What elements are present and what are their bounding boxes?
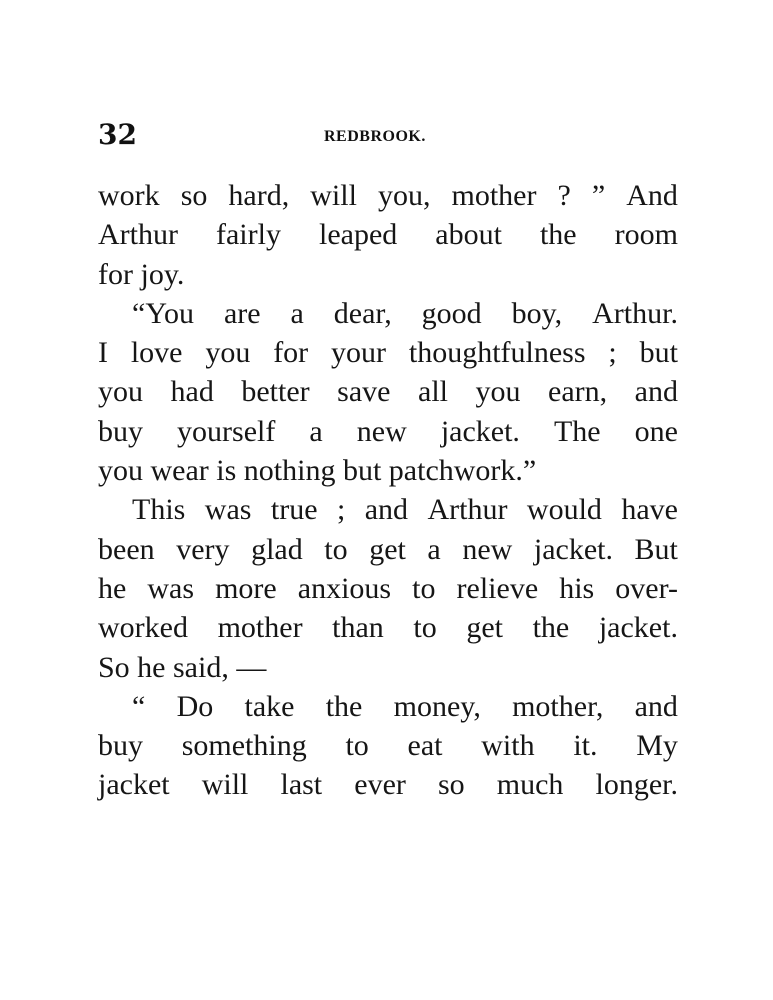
- word: “You: [132, 296, 194, 330]
- text-line: [98, 412, 678, 451]
- word: worked: [98, 611, 188, 645]
- word: anxious: [297, 571, 392, 605]
- text-line: [98, 294, 678, 333]
- word: get: [466, 611, 503, 645]
- word: will: [310, 179, 357, 212]
- word: had: [170, 375, 214, 409]
- word: good: [421, 296, 482, 330]
- word: and: [634, 375, 678, 409]
- word: one: [634, 414, 678, 448]
- word: about: [435, 218, 502, 252]
- word: get: [369, 532, 406, 566]
- word: better: [241, 375, 310, 409]
- page-header: [98, 118, 676, 158]
- text-line: [98, 687, 678, 726]
- word: My: [636, 729, 678, 763]
- word: glad: [251, 532, 303, 566]
- word: money,: [393, 689, 481, 723]
- word: buy: [98, 729, 143, 763]
- word: I: [98, 336, 108, 370]
- word: hard,: [228, 179, 290, 212]
- word: have: [621, 493, 678, 527]
- text-line: [98, 608, 678, 647]
- word: ;: [336, 493, 346, 527]
- word: save: [337, 375, 391, 409]
- text-line: So he said, —: [98, 650, 267, 684]
- word: was: [204, 493, 252, 527]
- word: the: [539, 218, 577, 252]
- word: more: [215, 571, 277, 605]
- word: fairly: [216, 218, 281, 252]
- word: the: [532, 611, 570, 645]
- word: a: [309, 414, 323, 448]
- word: the: [325, 689, 363, 723]
- text-line: [98, 333, 678, 372]
- word: earn,: [548, 375, 608, 409]
- word: a: [427, 532, 441, 566]
- word: something: [181, 729, 307, 763]
- word: Do: [176, 689, 214, 723]
- word: mother,: [512, 689, 604, 723]
- word: work: [98, 179, 160, 212]
- word: new: [462, 532, 513, 566]
- word: yourself: [177, 414, 276, 448]
- word: a: [290, 296, 304, 330]
- word: it.: [573, 729, 598, 763]
- word: room: [614, 218, 678, 252]
- text-line: [98, 372, 678, 411]
- word: longer.: [595, 768, 678, 802]
- text-line: for joy.: [98, 257, 185, 291]
- word: eat: [407, 729, 443, 763]
- word: will: [201, 768, 249, 802]
- text-line: [98, 726, 678, 765]
- text-line: [98, 530, 678, 569]
- word: Arthur: [427, 493, 508, 527]
- word: This: [132, 493, 186, 527]
- word: you: [475, 375, 521, 409]
- word: so: [437, 768, 465, 802]
- word: thoughtfulness: [408, 336, 586, 370]
- word: ;: [608, 336, 617, 370]
- word: and: [634, 689, 678, 723]
- word: boy,: [511, 296, 563, 330]
- word: he: [98, 571, 127, 605]
- running-head: REDBROOK.: [324, 128, 426, 145]
- word: mother: [451, 179, 537, 212]
- word: and: [364, 493, 409, 527]
- word: jacket.: [598, 611, 678, 645]
- word: are: [223, 296, 261, 330]
- word: buy: [98, 414, 143, 448]
- word: you,: [377, 179, 431, 212]
- text-line: [98, 765, 678, 804]
- word: been: [98, 532, 155, 566]
- page-number: 32: [98, 118, 137, 151]
- word: Arthur: [98, 218, 178, 252]
- word: new: [356, 414, 407, 448]
- word: relieve: [456, 571, 539, 605]
- text-line: [98, 215, 678, 254]
- word: jacket.: [440, 414, 520, 448]
- word: was: [147, 571, 195, 605]
- word: But: [634, 532, 678, 566]
- word: would: [526, 493, 602, 527]
- text-line: [98, 176, 678, 215]
- word: true: [270, 493, 318, 527]
- word: leaped: [318, 218, 398, 252]
- word: jacket.: [533, 532, 613, 566]
- word: to: [412, 571, 436, 605]
- word: to: [345, 729, 369, 763]
- body-text: [98, 176, 678, 805]
- word: to: [413, 611, 437, 645]
- word: take: [244, 689, 295, 723]
- word: mother: [217, 611, 303, 645]
- text-line: [98, 569, 678, 608]
- word: very: [176, 532, 230, 566]
- word: to: [324, 532, 348, 566]
- word: The: [553, 414, 601, 448]
- word: dear,: [333, 296, 392, 330]
- word: “: [132, 689, 146, 723]
- text-line: [98, 490, 678, 529]
- word: you: [205, 336, 251, 370]
- word: with: [481, 729, 535, 763]
- word: And: [626, 179, 678, 212]
- word: ?: [557, 179, 571, 212]
- word: jacket: [98, 768, 170, 802]
- word: you: [98, 375, 143, 409]
- word: ever: [354, 768, 406, 802]
- word: than: [332, 611, 384, 645]
- word: Arthur.: [592, 296, 678, 330]
- word: last: [280, 768, 323, 802]
- word: for: [273, 336, 309, 370]
- word: ”: [591, 179, 606, 212]
- word: his: [559, 571, 595, 605]
- word: love: [130, 336, 183, 370]
- word: over-: [615, 571, 678, 605]
- word: much: [496, 768, 564, 802]
- word: so: [180, 179, 208, 212]
- word: your: [331, 336, 387, 370]
- text-line: you wear is nothing but patchwork.”: [98, 454, 537, 488]
- word: all: [418, 375, 448, 409]
- word: but: [639, 336, 678, 370]
